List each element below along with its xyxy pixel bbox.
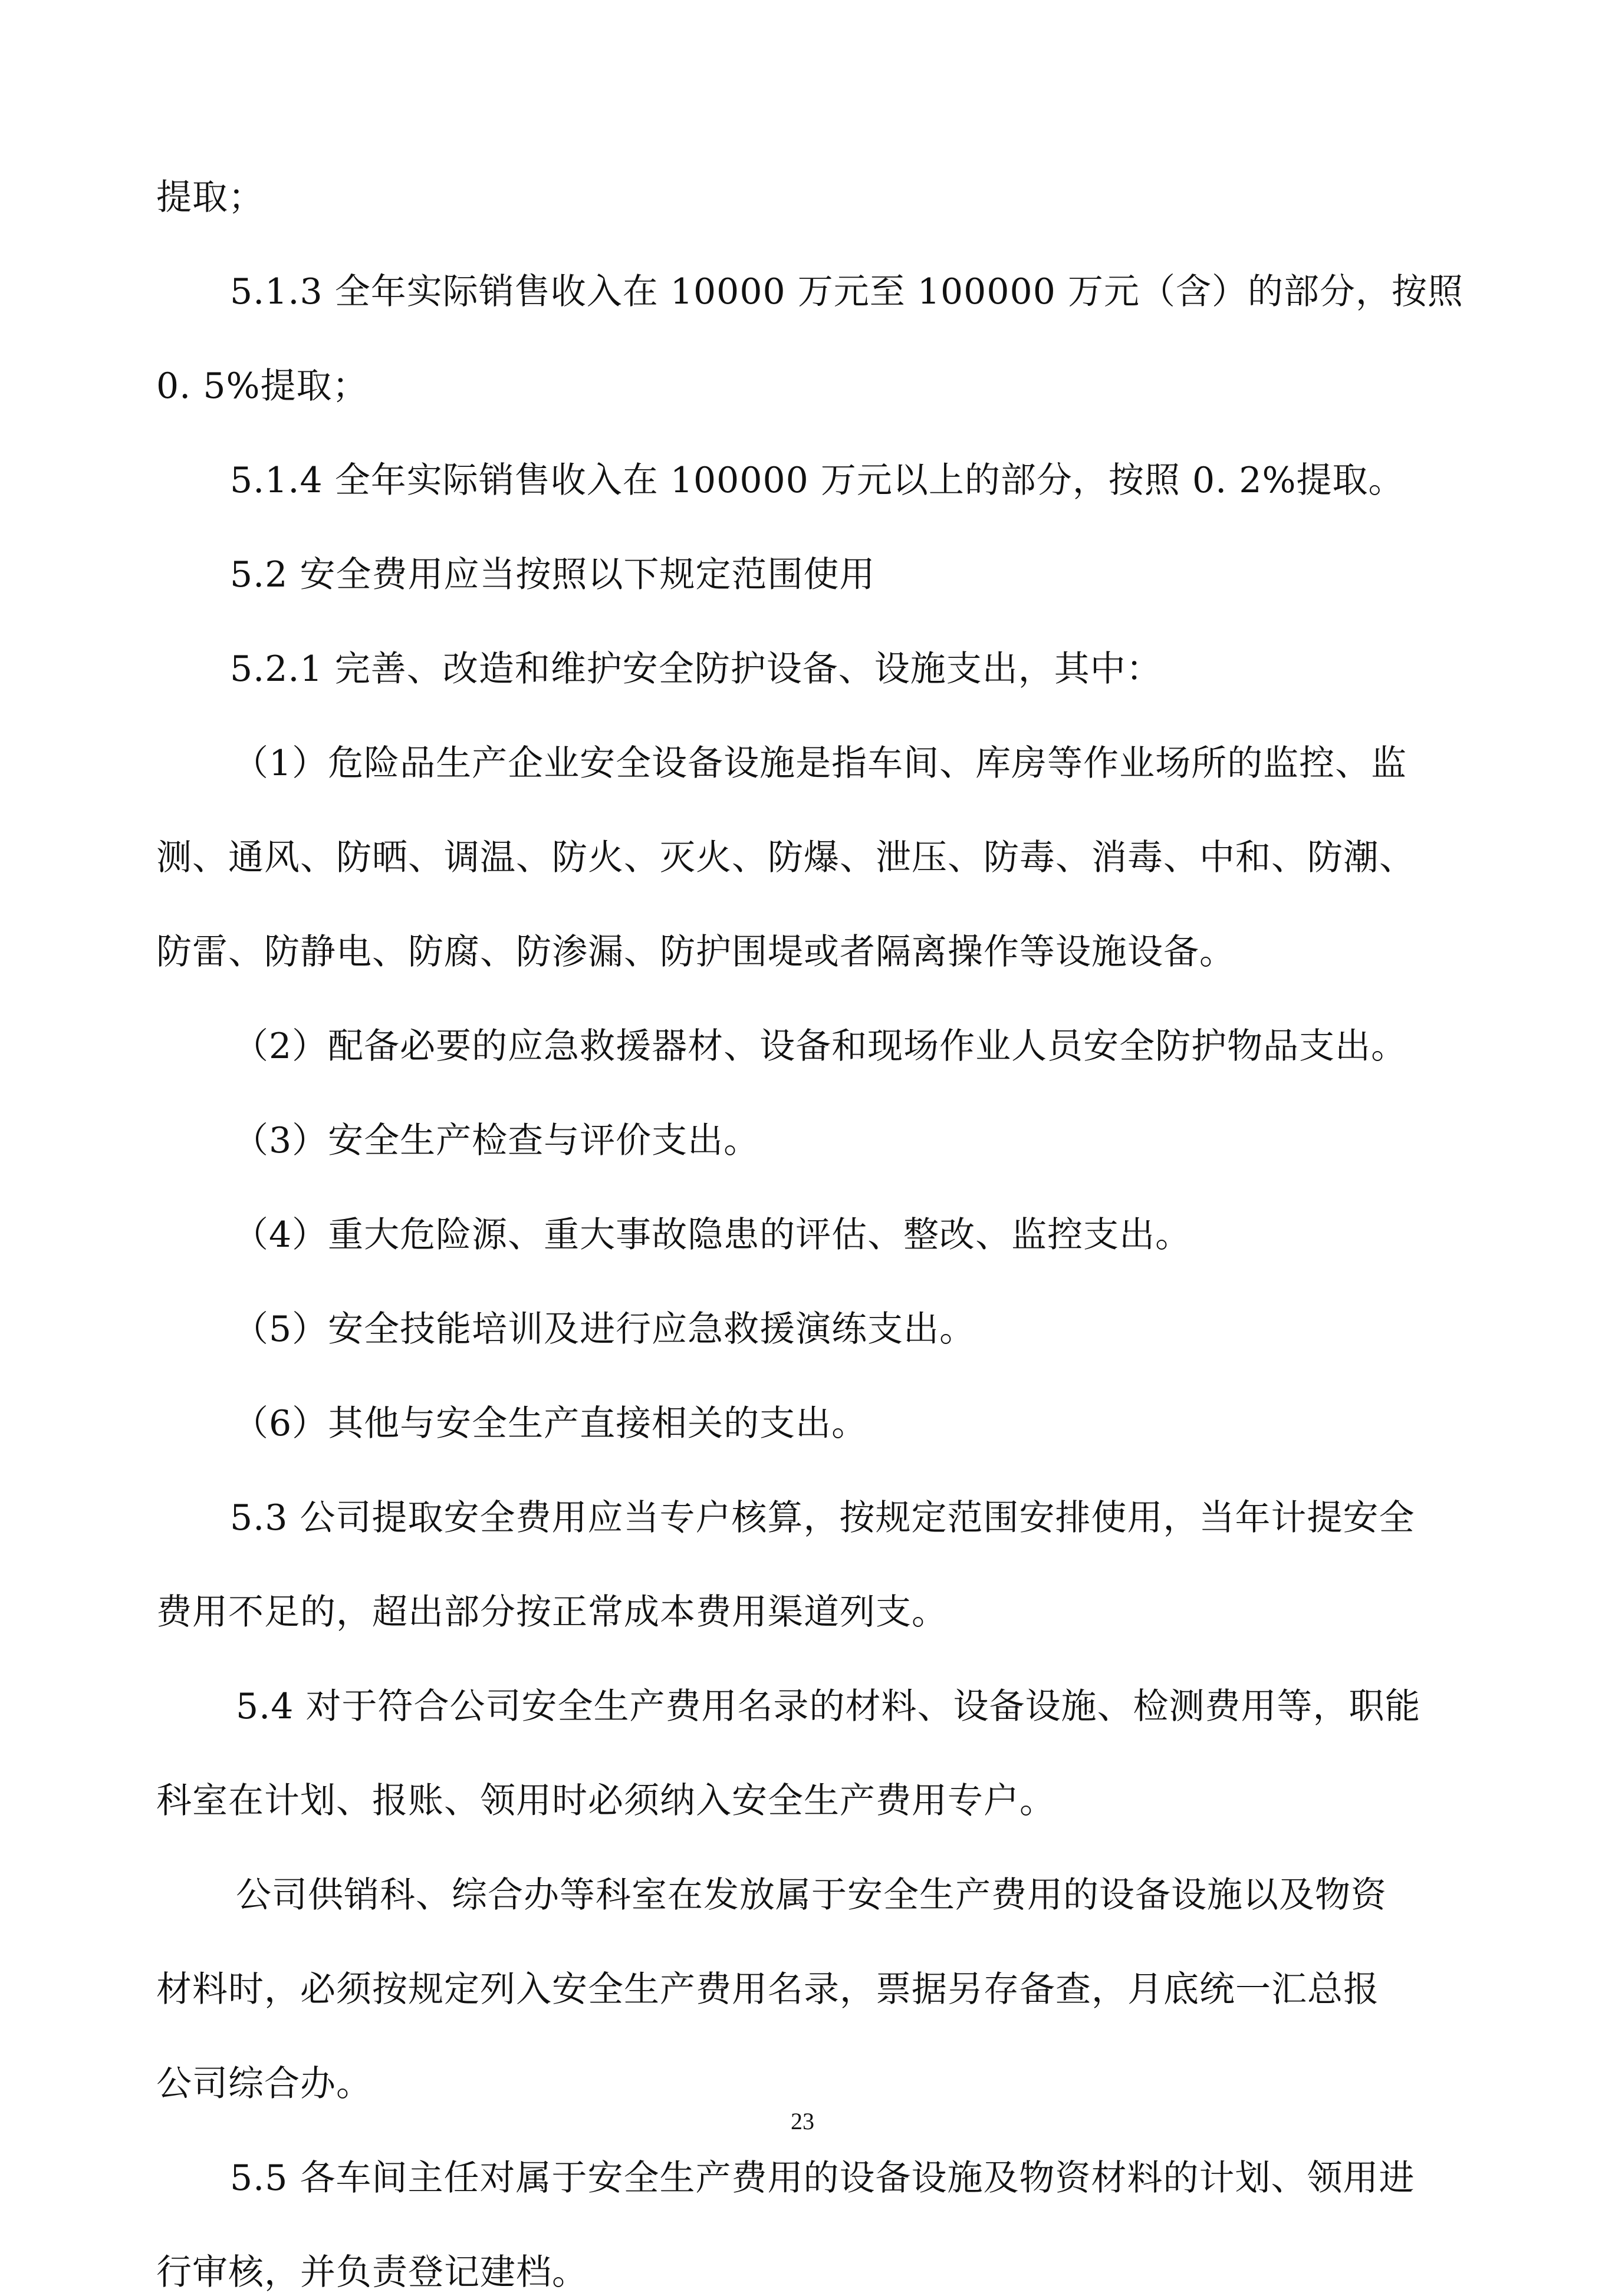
text-line: 费用不足的，超出部分按正常成本费用渠道列支。: [156, 1592, 948, 1633]
text-line: 5.3 公司提取安全费用应当专户核算，按规定范围安排使用，当年计提安全: [230, 1497, 1415, 1539]
text-line: 公司供销科、综合办等科室在发放属于安全生产费用的设备设施以及物资: [236, 1875, 1387, 1916]
text-line: 0. 5%提取；: [156, 365, 369, 407]
text-line: 5.2.1 完善、改造和维护安全防护设备、设施支出，其中：: [230, 648, 1162, 690]
text-line: 公司综合办。: [156, 2063, 372, 2104]
text-line: 测、通风、防晒、调温、防火、灭火、防爆、泄压、防毒、消毒、中和、防潮、: [156, 837, 1415, 878]
text-line: 5.1.4 全年实际销售收入在 100000 万元以上的部分，按照 0. 2%提取。: [230, 460, 1405, 501]
text-line: 提取；: [156, 177, 264, 218]
section-heading: 5.2 安全费用应当按照以下规定范围使用: [230, 554, 876, 595]
list-item: （6）其他与安全生产直接相关的支出。: [233, 1403, 868, 1444]
text-line: 5.5 各车间主任对属于安全生产费用的设备设施及物资材料的计划、领用进: [230, 2157, 1415, 2199]
text-line: 防雷、防静电、防腐、防渗漏、防护围堤或者隔离操作等设施设备。: [156, 931, 1235, 973]
list-item: （4）重大危险源、重大事故隐患的评估、整改、监控支出。: [233, 1214, 1192, 1256]
text-line: 科室在计划、报账、领用时必须纳入安全生产费用专户。: [156, 1780, 1055, 1821]
list-item: （1）危险品生产企业安全设备设施是指车间、库房等作业场所的监控、监: [233, 743, 1407, 784]
text-line: 5.4 对于符合公司安全生产费用名录的材料、设备设施、检测费用等，职能: [236, 1686, 1421, 1727]
list-item: （5）安全技能培训及进行应急救援演练支出。: [233, 1309, 976, 1350]
text-line: 材料时，必须按规定列入安全生产费用名录，票据另存备查，月底统一汇总报: [156, 1969, 1379, 2010]
text-line: 行审核，并负责登记建档。: [156, 2252, 588, 2293]
text-line: 5.1.3 全年实际销售收入在 10000 万元至 100000 万元（含）的部分，按照: [230, 271, 1463, 312]
list-item: （3）安全生产检查与评价支出。: [233, 1120, 760, 1161]
list-item: （2）配备必要的应急救援器材、设备和现场作业人员安全防护物品支出。: [233, 1026, 1407, 1067]
page-number: 23: [791, 2108, 814, 2134]
